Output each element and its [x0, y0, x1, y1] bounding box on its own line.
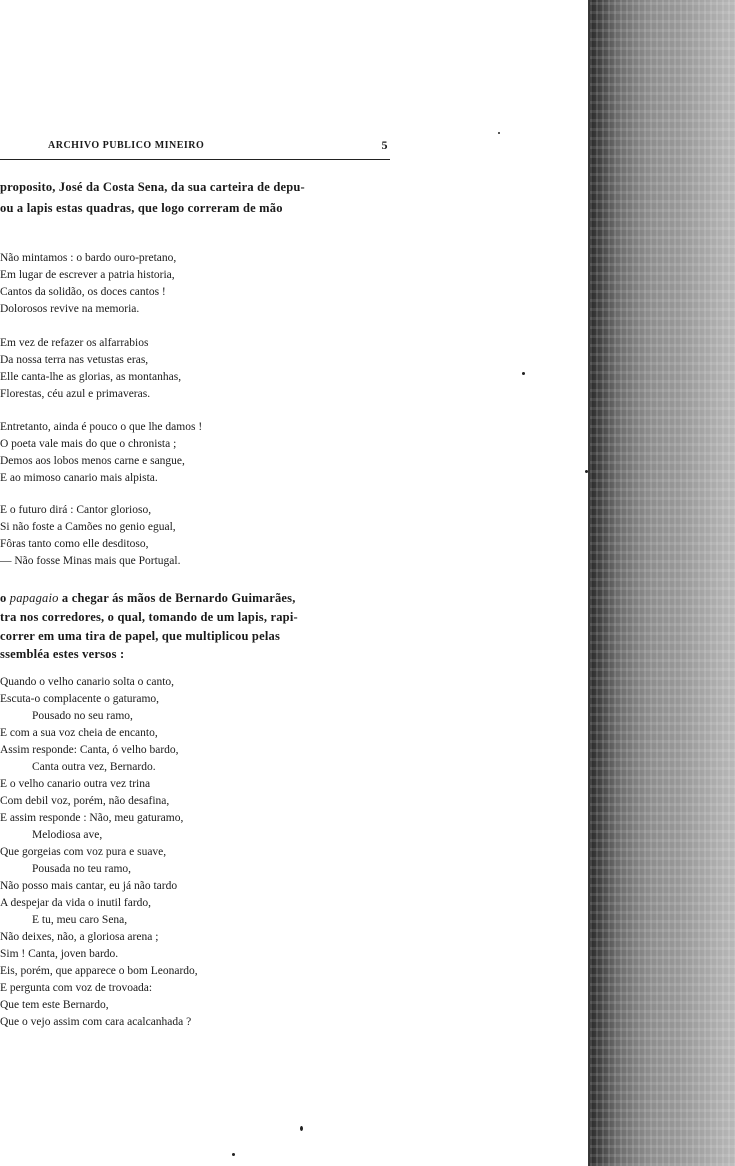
running-title: ARCHIVO PUBLICO MINEIRO: [48, 140, 205, 151]
verse-line: E tu, meu caro Sena,: [32, 914, 128, 926]
intro-line-1: proposito, José da Costa Sena, da sua carteira de depu-: [0, 180, 305, 194]
verse-line: Cantos da solidão, os doces cantos !: [0, 286, 166, 298]
verse-line: Com debil voz, porém, não desafina,: [0, 795, 170, 807]
scan-speck: [300, 1126, 303, 1131]
verse-line: O poeta vale mais do que o chronista ;: [0, 438, 177, 450]
prose-line-2: tra nos corredores, o qual, tomando de um lapis, rapi-: [0, 610, 298, 624]
verse-line: — Não fosse Minas mais que Portugal.: [0, 555, 181, 567]
verse-line: Não deixes, não, a gloriosa arena ;: [0, 931, 159, 943]
verse-line: E o futuro dirá : Cantor glorioso,: [0, 504, 152, 516]
verse-line: Em vez de refazer os alfarrabios: [0, 337, 149, 349]
intro-line-2: ou a lapis estas quadras, que logo correram de mão: [0, 201, 283, 215]
verse-line: Que o vejo assim com cara acalcanhada ?: [0, 1016, 192, 1028]
italic-word: papagaio: [9, 591, 59, 605]
verse-line: Quando o velho canario solta o canto,: [0, 676, 175, 688]
prose-line-1: [0, 591, 296, 605]
verse-line: Demos aos lobos menos carne e sangue,: [0, 455, 185, 467]
verse-line: E o velho canario outra vez trina: [0, 778, 151, 790]
verse-line: E ao mimoso canario mais alpista.: [0, 472, 158, 484]
verse-line: Não posso mais cantar, eu já não tardo: [0, 880, 178, 892]
running-header: [48, 140, 388, 156]
verse-line: Pousado no seu ramo,: [32, 710, 133, 722]
book-binding: [590, 0, 735, 1166]
scan-speck: [232, 1153, 235, 1156]
verse-line: Da nossa terra nas vetustas eras,: [0, 354, 149, 366]
prose-text: a chegar ás mãos de Bernardo Guimarães,: [58, 591, 296, 605]
verse-line: Eis, porém, que apparece o bom Leonardo,: [0, 965, 198, 977]
verse-line: Que gorgeias com voz pura e suave,: [0, 846, 167, 858]
verse-line: Elle canta-lhe as glorias, as montanhas,: [0, 371, 182, 383]
verse-line: E pergunta com voz de trovoada:: [0, 982, 153, 994]
verse-line: Que tem este Bernardo,: [0, 999, 109, 1011]
prose-line-4: ssembléa estes versos :: [0, 647, 125, 661]
prose-line-3: correr em uma tira de papel, que multiplicou pelas: [0, 629, 281, 643]
verse-line: Florestas, céu azul e primaveras.: [0, 388, 151, 400]
verse-line: Dolorosos revive na memoria.: [0, 303, 140, 315]
page-number: 5: [381, 138, 388, 152]
scan-speck: [498, 132, 500, 134]
header-rule: [0, 159, 390, 160]
verse-line: E com a sua voz cheia de encanto,: [0, 727, 158, 739]
prose-text: o: [0, 591, 10, 605]
verse-line: Si não foste a Camões no genio egual,: [0, 521, 176, 533]
verse-line: Não mintamos : o bardo ouro-pretano,: [0, 252, 177, 264]
verse-line: Em lugar de escrever a patria historia,: [0, 269, 175, 281]
verse-line: Assim responde: Canta, ó velho bardo,: [0, 744, 179, 756]
verse-line: Sim ! Canta, joven bardo.: [0, 948, 119, 960]
verse-line: E assim responde : Não, meu gaturamo,: [0, 812, 184, 824]
verse-line: Canta outra vez, Bernardo.: [32, 761, 156, 773]
verse-line: Melodiosa ave,: [32, 829, 103, 841]
scan-speck: [522, 372, 525, 375]
verse-line: Fôras tanto como elle desditoso,: [0, 538, 149, 550]
verse-line: Escuta-o complacente o gaturamo,: [0, 693, 160, 705]
verse-line: A despejar da vida o inutil fardo,: [0, 897, 152, 909]
verse-line: Pousada no teu ramo,: [32, 863, 132, 875]
verse-line: Entretanto, ainda é pouco o que lhe damos !: [0, 421, 203, 433]
